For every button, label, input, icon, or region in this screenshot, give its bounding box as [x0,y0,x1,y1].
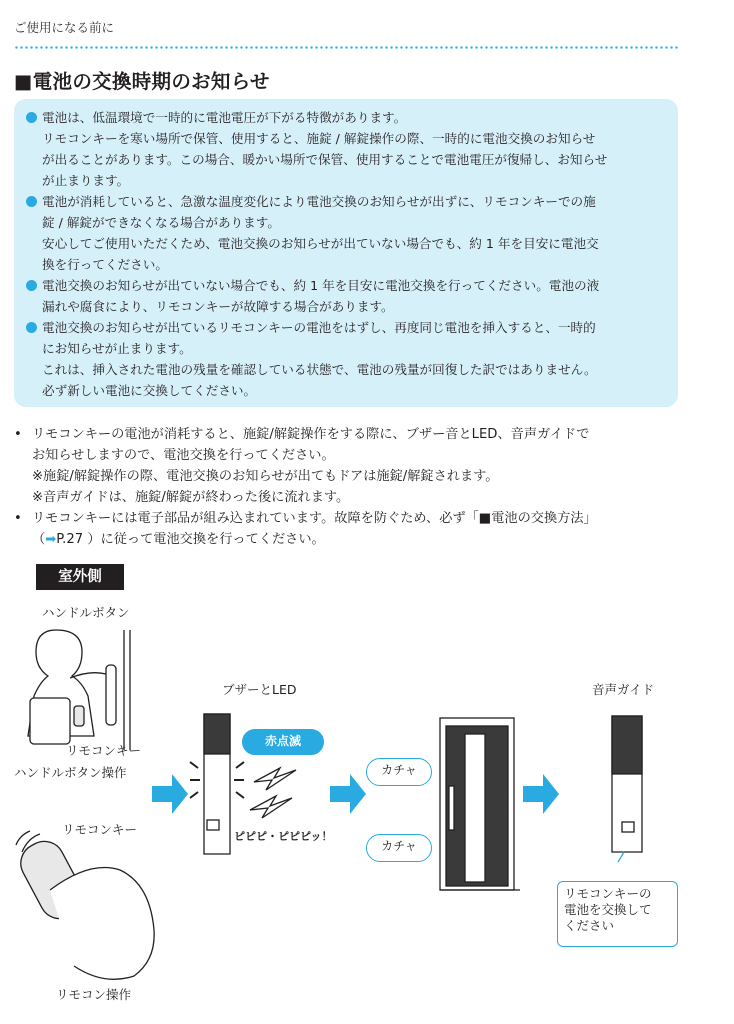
notice-box [14,99,678,407]
notice-line: 電池交換のお知らせが出ていない場合でも、約 1 年を目安に電池交換を行ってください。電池の液 [42,278,600,293]
label-remote-operation: リモコン操作 [56,987,132,1002]
header-divider [14,46,678,49]
label-buzzer-led: ブザーとLED [222,682,297,697]
notice-line: 安心してご使用いただくため、電池交換のお知らせが出ていない場合でも、約 1 年を目安に電池交 [42,236,599,251]
person-at-door-illustration [28,630,130,750]
notice-line: 換を行ってください。 [42,257,168,272]
notice-item [26,191,666,275]
outdoor-side-label: 室外側 [36,564,124,590]
label-handle-button: ハンドルボタン [42,605,130,620]
label-handle-operation: ハンドルボタン操作 [14,765,127,780]
notice-line: 電池が消耗していると、急激な温度変化により電池交換のお知らせが出ずに、リモコンキーでの施 [42,194,596,209]
beep-sound-text: ピピピ・ピピピッ！ [234,830,333,843]
notice-item [26,275,666,317]
flow-arrow-icon [330,774,366,814]
page-title: ■電池の交換時期のお知らせ [14,70,270,93]
page-ref-arrow-icon: ➡ [45,532,57,547]
door-illustration [440,718,520,890]
voice-message-line: リモコンキーの [564,886,652,901]
notice-item [26,107,666,191]
notice-line: が止まります。 [42,173,130,188]
notice-line: リモコンキーを寒い場所で保管、使用すると、施錠 / 解錠操作の際、一時的に電池交換のお知らせ [42,131,596,146]
bullet-line-rest: ）に従って電池交換を行ってください。 [87,532,325,547]
notice-line: 電池交換のお知らせが出ているリモコンキーの電池をはずし、再度同じ電池を挿入すると、一時的 [42,320,596,335]
label-remote-key-2: リモコンキー [62,822,138,837]
voice-message-line: ください [564,918,615,933]
bullet-line: お知らせしますので、電池交換を行ってください。 [32,448,335,463]
notice-line: にお知らせが止まります。 [42,341,192,356]
voice-message-line: 電池を交換して [564,902,652,917]
bullet-line [32,529,684,550]
flow-arrow-icon [152,774,188,814]
paren-open: （ [32,532,46,547]
red-blink-bubble: 赤点滅 [242,729,324,755]
remote-in-hand-illustration [14,831,154,979]
bullet-line: ※音声ガイドは、施錠/解錠が終わった後に流れます。 [32,490,350,505]
bullet-mark: • [14,511,22,526]
bullet-dot-icon [26,196,37,207]
bullet-item [14,424,684,508]
bullet-dot-icon [26,322,37,333]
click-bubble-2: カチャ [366,834,432,862]
operation-diagram [0,590,734,1024]
section-header: ご使用になる前に [14,20,115,35]
bullet-line: リモコンキーの電池が消耗すると、施錠/解錠操作をする際に、ブザー音とLED、音声ガイドで [32,427,590,442]
bullet-item [14,508,684,550]
notice-line: 漏れや腐食により、リモコンキーが故障する場合があります。 [42,299,394,314]
bullet-line: ※施錠/解錠操作の際、電池交換のお知らせが出てもドアは施錠/解錠されます。 [32,469,499,484]
label-remote-key: リモコンキー [66,743,142,758]
notice-line: 必ず新しい電池に交換してください。 [42,383,257,398]
notice-line: これは、挿入された電池の残量を確認している状態で、電池の残量が回復した訳ではありません。 [42,362,597,377]
buzzer-sound-icon [250,768,296,818]
notice-item [26,317,666,401]
label-voice-guide: 音声ガイド [592,682,655,697]
bullet-line: リモコンキーには電子部品が組み込まれています。故障を防ぐため、必ず「■電池の交換方法」 [32,511,597,526]
notice-line: 電池は、低温環境で一時的に電池電圧が下がる特徴があります。 [42,110,407,125]
voice-message-box [557,881,678,947]
bullet-dot-icon [26,112,37,123]
bullet-dot-icon [26,280,37,291]
bullet-mark: • [14,427,22,442]
voice-guide-handle-illustration [612,716,642,862]
click-bubble-1: カチャ [366,758,432,786]
flow-arrow-icon [523,774,559,814]
page-reference-link[interactable]: P.27 [56,532,84,547]
notice-line: 錠 / 解錠ができなくなる場合があります。 [42,215,280,230]
notice-line: が出ることがあります。この場合、暖かい場所で保管、使用することで電池電圧が復帰し、お知らせ [42,152,608,167]
